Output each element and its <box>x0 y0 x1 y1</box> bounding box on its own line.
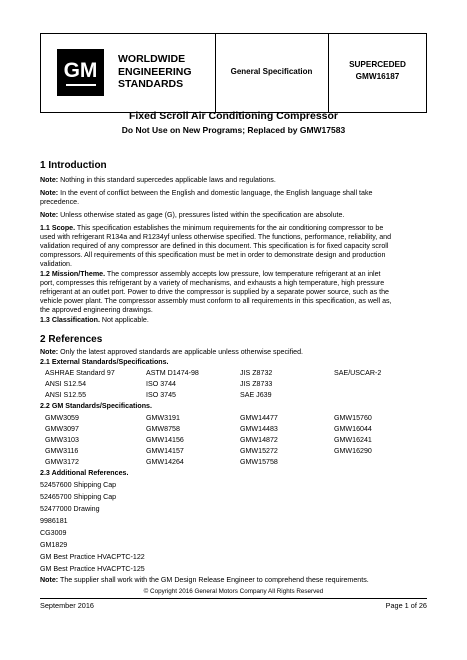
list-item: 9986181 <box>40 517 68 525</box>
table-cell: GMW16241 <box>334 436 372 444</box>
table-cell: GMW3103 <box>45 436 79 444</box>
spec-type: General Specification <box>230 67 313 76</box>
table-cell: GMW15760 <box>334 414 372 422</box>
list-item: 52465700 Shipping Cap <box>40 493 117 501</box>
table-cell: GMW3059 <box>45 414 79 422</box>
scope-paragraph: 1.1 Scope. This specification establishes the minimum requirements for the air conditioning compressor to be used with refrigerant R134a and R1234yf unless otherwise specified. The functions, performance, reliability, and validation required of any compressor are defined in this document. This specification is for fixed capacity scroll compressors. All requirements of this specification must be met in order to demonstrate design and production validation. <box>40 224 392 268</box>
table-cell: ANSI S12.55 <box>45 391 87 399</box>
status-badge: SUPERCEDED GMW16187 <box>349 60 406 81</box>
table-cell: GMW16044 <box>334 425 372 433</box>
brand-title <box>118 53 206 91</box>
list-item: 52457600 Shipping Cap <box>40 481 117 489</box>
table-cell: GMW3172 <box>45 458 79 466</box>
table-cell: GMW3097 <box>45 425 79 433</box>
copyright: © Copyright 2016 General Motors Company All Rights Reserved <box>143 588 324 595</box>
subsection-heading: 2.1 External Standards/Specifications. <box>40 358 169 366</box>
section-heading: 1 Introduction <box>40 160 107 171</box>
table-cell: SAE/USCAR-2 <box>334 369 382 377</box>
table-cell: ASHRAE Standard 97 <box>45 369 115 377</box>
list-item: CG3009 <box>40 529 67 537</box>
table-cell: JIS Z8733 <box>240 380 273 388</box>
table-cell: ISO 3744 <box>146 380 176 388</box>
table-cell: GMW15272 <box>240 447 278 455</box>
footer-date: September 2016 <box>40 601 94 610</box>
document-subtitle: Do Not Use on New Programs; Replaced by GMW17583 <box>121 125 346 135</box>
note: Note: The supplier shall work with the GM Design Release Engineer to comprehend these requirements. <box>40 576 369 584</box>
table-cell: GMW14483 <box>240 425 278 433</box>
table-cell: GMW14156 <box>146 436 184 444</box>
table-cell: GMW14477 <box>240 414 278 422</box>
table-cell: ASTM D1474-98 <box>146 369 199 377</box>
list-item: GM Best Practice HVACPTC-125 <box>40 565 145 573</box>
classification-paragraph: 1.3 Classification. Not applicable. <box>40 316 149 324</box>
table-cell: GMW3191 <box>146 414 180 422</box>
table-cell: GMW14157 <box>146 447 184 455</box>
list-item: 52477000 Drawing <box>40 505 100 513</box>
brand-line: WORLDWIDE <box>118 53 186 65</box>
list-item: GM Best Practice HVACPTC-122 <box>40 553 145 561</box>
list-item: GM1829 <box>40 541 68 549</box>
note: Note: Nothing in this standard supercedes applicable laws and regulations. <box>40 176 276 184</box>
table-cell: JIS Z8732 <box>240 369 273 377</box>
note: Note: In the event of conflict between the English and domestic language, the English language shall take precedence. <box>40 189 373 206</box>
brand-line: STANDARDS <box>118 78 184 90</box>
table-cell: GMW3116 <box>45 447 79 455</box>
page-number: Page 1 of 26 <box>385 601 427 610</box>
table-cell: GMW15758 <box>240 458 278 466</box>
table-cell: ISO 3745 <box>146 391 176 399</box>
table-cell: GMW16290 <box>334 447 372 455</box>
document-title: Fixed Scroll Air Conditioning Compressor <box>128 110 339 122</box>
note: Note: Only the latest approved standards are applicable unless otherwise specified. <box>40 348 304 356</box>
mission-paragraph: 1.2 Mission/Theme. The compressor assembly accepts low pressure, low temperature refrigerant at an inlet port, compresses this refrigerant by a variety of mechanisms, and exhausts a high temperature, high pressure refrigerant at an outlet port. Power to drive the compressor is supplied by a separate power source, such as the vehicle power plant. The compressor assembly must conform to all requirements in this specification, as well as, the approved engineering drawings. <box>40 270 392 314</box>
subsection-heading: 2.2 GM Standards/Specifications. <box>40 402 152 410</box>
table-cell: SAE J639 <box>240 391 272 399</box>
section-heading: 2 References <box>40 334 103 345</box>
table-cell: GMW14872 <box>240 436 278 444</box>
gm-logo <box>57 49 104 96</box>
logo-text: GM <box>63 59 98 82</box>
table-cell: GMW8758 <box>146 425 180 433</box>
subsection-heading: 2.3 Additional References. <box>40 469 129 477</box>
table-cell: GMW14264 <box>146 458 184 466</box>
table-cell: ANSI S12.54 <box>45 380 87 388</box>
note: Note: Unless otherwise stated as gage (G), pressures listed within the specification are absolute. <box>40 211 345 219</box>
brand-line: ENGINEERING <box>118 65 192 78</box>
footer-rule <box>40 598 427 599</box>
